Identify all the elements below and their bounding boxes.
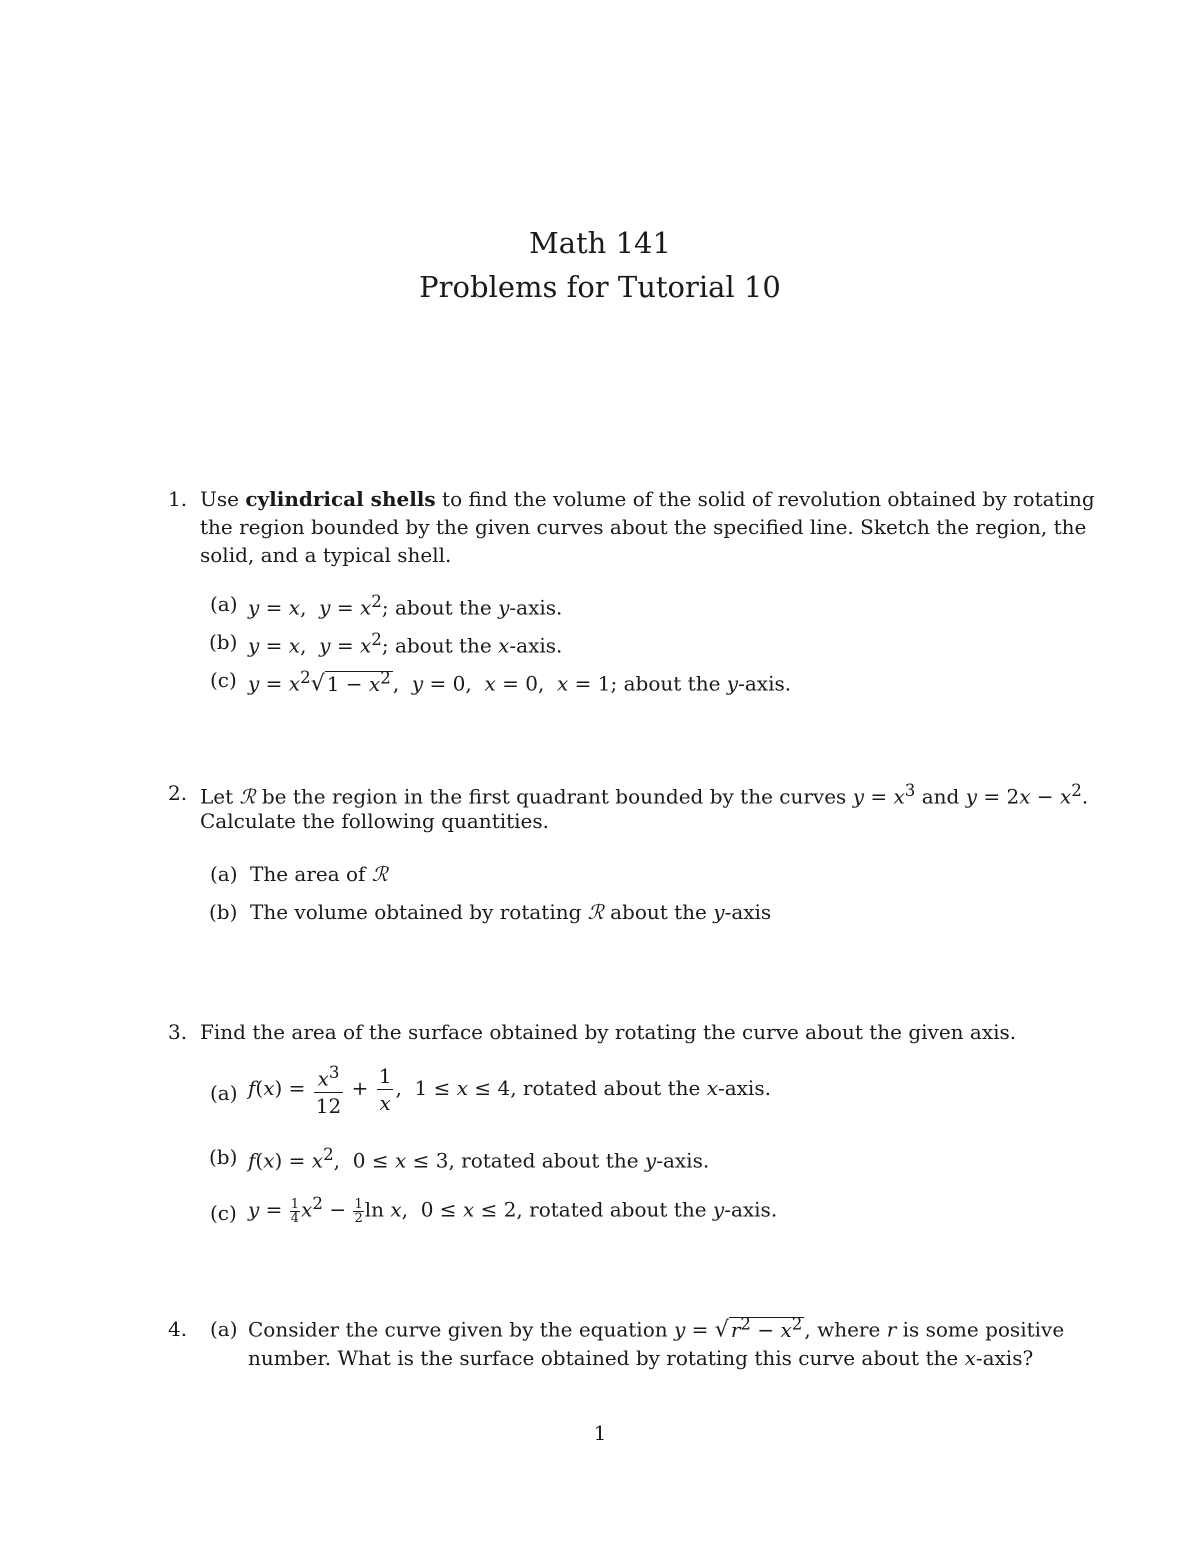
problem-1b-text: y = x, $y = x^2$; about the x-axis. xyxy=(248,630,563,658)
problem-3b-text: $f(x) = x^2$, 0 ≤ x ≤ 3, rotated about the y-axis. xyxy=(248,1145,710,1173)
problem-1a-text: y = x, $y = x^2$; about the y-axis. xyxy=(248,592,563,620)
page-title: Problems for Tutorial 10 xyxy=(419,270,781,304)
problem-3-text: Find the area of the surface obtained by rotating the curve about the given axis. xyxy=(200,1020,1017,1044)
problem-4-number: 4. xyxy=(168,1317,188,1341)
problem-2-line-2: Calculate the following quantities. xyxy=(200,809,550,833)
problem-4a-line-1: Consider the curve given by the equation y = √ $r^2 - x^2$ , where r is some positive xyxy=(248,1314,1065,1343)
problem-1-line-3: solid, and a typical shell. xyxy=(200,543,452,567)
problem-2b-text: The volume obtained by rotating ℛ about the y-axis xyxy=(250,900,772,924)
problem-3c-label: (c) xyxy=(210,1201,237,1225)
problem-2a-label: (a) xyxy=(210,862,238,886)
problem-1c-label: (c) xyxy=(210,668,237,692)
problem-2-line-1: Let ℛ be the region in the first quadrant bounded by the curves $y = x^3$ and $y = 2x - x^2$. xyxy=(200,781,1089,809)
problem-1b-label: (b) xyxy=(209,630,238,654)
problem-1-line-1: Use cylindrical shells to find the volume of the solid of revolution obtained by rotating xyxy=(200,487,1095,511)
problem-1c-text: $y = x^2√$ $1 - x^2$ , y = 0, x = 0, x = 1; about the y-axis. xyxy=(248,668,792,697)
problem-1a-label: (a) xyxy=(210,592,238,616)
problem-3a-label: (a) xyxy=(210,1081,238,1105)
course-title: Math 141 xyxy=(529,226,671,260)
problem-2b-label: (b) xyxy=(209,900,238,924)
page-number: 1 xyxy=(593,1421,607,1445)
problem-3-number: 3. xyxy=(168,1020,188,1044)
problem-1-line-2: the region bounded by the given curves about the specified line. Sketch the region, the xyxy=(200,515,1087,539)
problem-1-number: 1. xyxy=(168,487,188,511)
problem-4a-label: (a) xyxy=(210,1317,238,1341)
cylindrical-shells-emphasis: cylindrical shells xyxy=(245,487,436,511)
problem-3a-text: f(x) = $\frac{x^3}{12}$ + $\frac{1}{x}$ , 1 ≤ x ≤ 4, rotated about the x-axis. xyxy=(248,1060,771,1119)
problem-4a-line-2: number. What is the surface obtained by rotating this curve about the x-axis? xyxy=(248,1346,1034,1370)
problem-2-number: 2. xyxy=(168,781,188,805)
problem-3c-text: y = $\frac{1}{4}$ $x^2$ − $\frac{1}{2}$ ln x, 0 ≤ x ≤ 2, rotated about the y-axis. xyxy=(248,1194,778,1226)
problem-2a-text: The area of ℛ xyxy=(250,862,388,886)
problem-3b-label: (b) xyxy=(209,1145,238,1169)
